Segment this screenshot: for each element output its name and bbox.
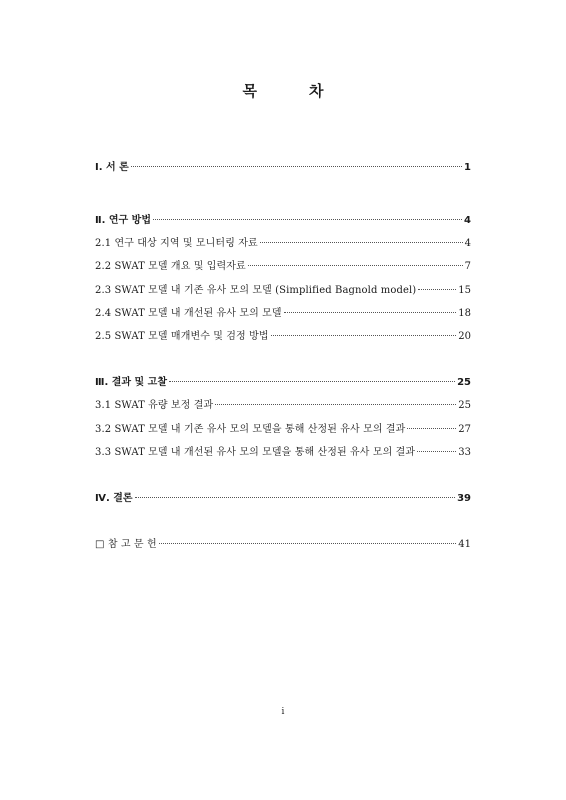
toc-entry-label: 2.4 SWAT 모델 내 개선된 유사 모의 모델: [95, 308, 282, 319]
toc-entry-page: 25: [457, 377, 471, 388]
toc-entry-page: 41: [458, 539, 471, 550]
toc-entry-page: 1: [464, 162, 471, 173]
dot-leader: [271, 335, 457, 336]
toc-entry-page: 25: [458, 400, 471, 411]
dot-leader: [407, 428, 456, 429]
toc-entry-label: 2.3 SWAT 모델 내 기존 유사 모의 모델 (Simplified Bagnold model): [95, 285, 417, 296]
toc-entry-label: Ⅳ. 결론: [95, 493, 133, 504]
toc-entry-2-3[interactable]: [95, 284, 471, 298]
toc-entry-references[interactable]: [95, 538, 471, 552]
page-number: i: [281, 707, 285, 717]
dot-leader: [215, 404, 456, 405]
toc-entry-label: □ 참 고 문 헌: [95, 539, 157, 550]
dot-leader: [153, 219, 462, 220]
dot-leader: [284, 312, 457, 313]
toc-entry-page: 39: [457, 493, 471, 504]
toc-entry-label: 3.2 SWAT 모델 내 기존 유사 모의 모델을 통해 산정된 유사 모의 결과: [95, 424, 406, 435]
toc-entry-2-5[interactable]: [95, 330, 471, 344]
toc-entry-2-4[interactable]: [95, 307, 471, 321]
toc-entry-label: 3.3 SWAT 모델 내 개선된 유사 모의 모델을 통해 산정된 유사 모의 결과: [95, 447, 416, 458]
toc-entry-label: Ⅰ. 서 론: [95, 162, 129, 173]
title-right: 차: [309, 82, 324, 100]
toc-entry-methods[interactable]: [95, 214, 471, 228]
dot-leader: [135, 497, 455, 498]
toc-entry-label: 2.1 연구 대상 지역 및 모니터링 자료: [95, 238, 258, 249]
toc-entry-label: 3.1 SWAT 유량 보정 결과: [95, 400, 214, 411]
title-left: 목: [242, 82, 257, 100]
dot-leader: [169, 381, 455, 382]
toc-entry-label: 2.5 SWAT 모델 매개변수 및 검정 방법: [95, 331, 269, 342]
page-title: [0, 80, 566, 101]
toc-entry-label: Ⅱ. 연구 방법: [95, 215, 151, 226]
toc-entry-label: 2.2 SWAT 모델 개요 및 입력자료: [95, 261, 246, 272]
toc-entry-page: 4: [464, 238, 471, 249]
toc-entry-page: 4: [464, 215, 471, 226]
toc-entry-introduction[interactable]: [95, 161, 471, 175]
toc-entry-label: Ⅲ. 결과 및 고찰: [95, 377, 167, 388]
toc-entry-results[interactable]: [95, 376, 471, 390]
toc-entry-2-2[interactable]: [95, 260, 471, 274]
dot-leader: [260, 242, 463, 243]
toc-entry-3-3[interactable]: [95, 446, 471, 460]
toc-entry-page: 27: [458, 424, 471, 435]
toc-entry-3-2[interactable]: [95, 423, 471, 437]
toc-entry-page: 33: [458, 447, 471, 458]
dot-leader: [131, 166, 462, 167]
dot-leader: [417, 451, 456, 452]
toc-entry-page: 18: [458, 308, 471, 319]
toc-entry-2-1[interactable]: [95, 237, 471, 251]
toc-entry-conclusion[interactable]: [95, 492, 471, 506]
toc-entry-page: 7: [464, 261, 471, 272]
dot-leader: [418, 289, 456, 290]
toc-entry-3-1[interactable]: [95, 399, 471, 413]
toc-entry-page: 15: [458, 285, 471, 296]
toc-entry-page: 20: [458, 331, 471, 342]
dot-leader: [248, 265, 463, 266]
dot-leader: [159, 543, 457, 544]
